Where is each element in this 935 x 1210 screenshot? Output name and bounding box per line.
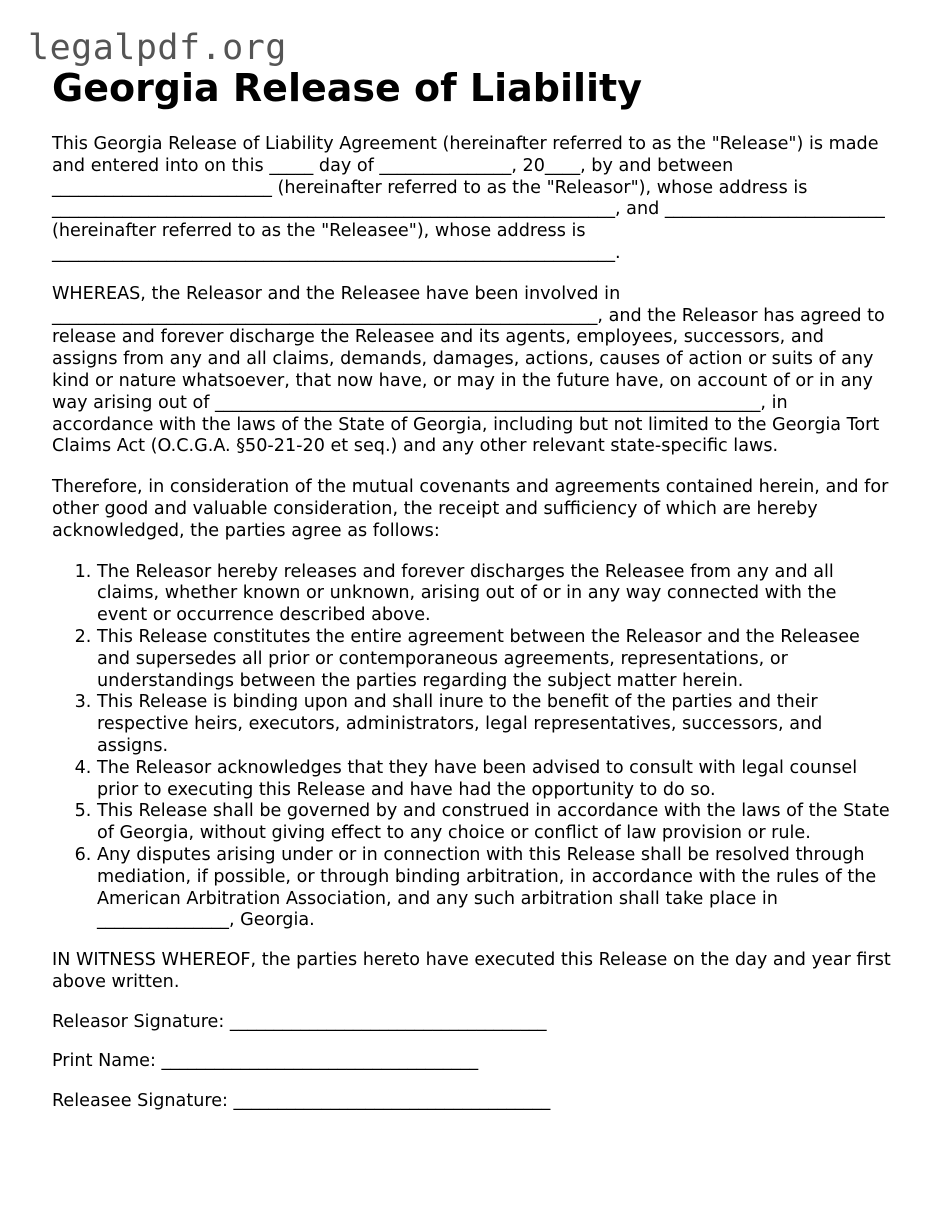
clause-item: 6. Any disputes arising under or in connection with this Release shall be resolved through mediation, if possible, or through binding arbitration, in accordance with the rules of the American Arbitration Association, and any such arbitration shall take place in _______________, Georgia. — [97, 845, 892, 932]
whereas-paragraph: WHEREAS, the Releasor and the Releasee have been involved in ______________________________________________________________, and the Releasor has agreed to release and forever discharge the Releasee and its agents, employees, successors, and assigns from any and all claims, demands, damages, actions, causes of action or suits of any kind or nature whatsoever, that now have, or may in the future have, on account of or in any way arising out of ______________________________________________________________, in accordance with the laws of the State of Georgia, including but not limited to the Georgia Tort Claims Act (O.C.G.A. §50-21-20 et seq.) and any other relevant state-specific laws. — [52, 283, 885, 457]
watermark-text: legalpdf.org — [28, 28, 287, 68]
witness-paragraph: IN WITNESS WHEREOF, the parties hereto have executed this Release on the day and year first above written. — [52, 950, 891, 992]
therefore-paragraph: Therefore, in consideration of the mutual covenants and agreements contained herein, and for other good and valuable consideration, the receipt and sufficiency of which are hereby acknowledged, the parties agree as follows: — [52, 477, 889, 541]
clause-item: 5. This Release shall be governed by and construed in accordance with the laws of the State of Georgia, without giving effect to any choice or conflict of law provision or rule. — [97, 801, 892, 845]
print-name-line: Print Name: ____________________________________ — [52, 1051, 479, 1072]
releasee-signature-line: Releasee Signature: ____________________________________ — [52, 1091, 551, 1112]
clause-item: 1. The Releasor hereby releases and forever discharges the Releasee from any and all claims, whether known or unknown, arising out of or in any way connected with the event or occurrence described above. — [97, 562, 892, 627]
document-page — [52, 64, 892, 1113]
clause-item: 2. This Release constitutes the entire agreement between the Releasor and the Releasee and supersedes all prior or contemporaneous agreements, representations, or understandings between the parties regarding the subject matter herein. — [97, 627, 892, 692]
releasor-signature-line: Releasor Signature: ____________________________________ — [52, 1011, 547, 1032]
clause-item: 4. The Releasor acknowledges that they have been advised to consult with legal counsel prior to executing this Release and have had the opportunity to do so. — [97, 758, 892, 802]
document-title: Georgia Release of Liability — [52, 66, 642, 110]
intro-paragraph: This Georgia Release of Liability Agreement (hereinafter referred to as the "Release") is made and entered into on this _____ day of _______________, 20____, by and between _________________________ (hereinafter referred to as the "Releasor"), whose address is ________________________________________________________________, and _________________________ (hereinafter referred to as the "Releasee"), whose address is ________________________________________________________________. — [52, 134, 885, 263]
clause-item: 3. This Release is binding upon and shall inure to the benefit of the parties and their respective heirs, executors, administrators, legal representatives, successors, and assigns. — [97, 692, 892, 757]
clauses-list — [52, 562, 892, 933]
